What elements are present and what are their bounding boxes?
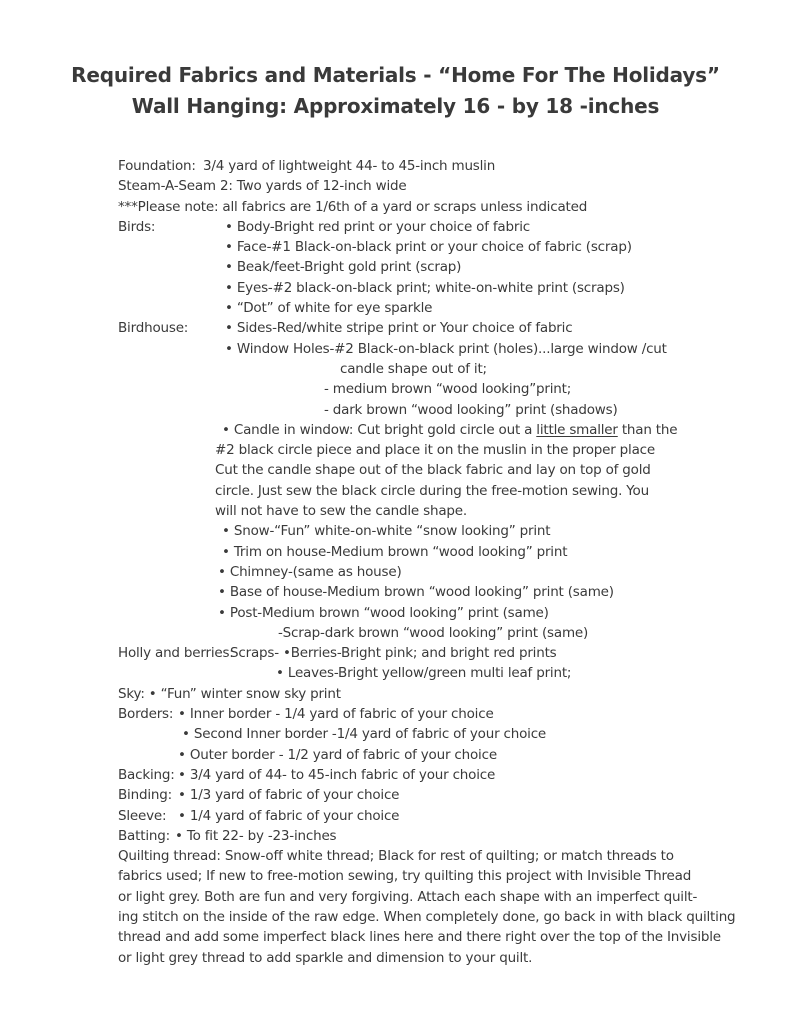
line-label: Backing: [118,766,175,783]
text-line [118,704,778,724]
text-line [118,866,778,886]
text-line [118,765,778,785]
text-line [118,460,778,480]
line-label: Birdhouse: [118,320,189,337]
text-line [118,176,778,196]
text-line [118,481,778,501]
line-label: Borders: [118,706,174,723]
line-text: • Body-Bright red print or your choice of fabric [225,218,530,235]
line-text: • “Dot” of white for eye sparkle [225,300,433,317]
line-text: thread and add some imperfect black lines here and there right over the top of the Invisible [118,929,721,946]
line-text: - medium brown “wood looking”print; [324,381,572,398]
text-line [118,684,778,704]
document-title [0,60,791,122]
text-line [118,826,778,846]
line-text: #2 black circle piece and place it on the muslin in the proper place [215,442,656,459]
text-line [118,217,778,237]
line-text: • Inner border - 1/4 yard of fabric of your choice [178,706,494,723]
text-line [118,785,778,805]
line-text: • Leaves-Bright yellow/green multi leaf print; [276,665,572,682]
text-line [118,420,778,440]
text-line [118,643,778,663]
line-text: 3/4 yard of lightweight 44- to 45-inch muslin [203,158,496,174]
line-text: • Chimney-(same as house) [218,563,402,580]
line-text: • Post-Medium brown “wood looking” print (same) [218,604,549,621]
line-text: Scraps- •Berries-Bright pink; and bright red prints [230,645,557,662]
line-text: • Trim on house-Medium brown “wood looking” print [222,543,568,560]
line-text: Cut the candle shape out of the black fabric and lay on top of gold [215,462,651,479]
line-label: Holly and berries: [118,645,234,662]
line-text: • 1/3 yard of fabric of your choice [178,787,400,804]
line-text: or light grey. Both are fun and very forgiving. Attach each shape with an imperfect quilt- [118,888,698,905]
line-text: Quilting thread: Snow-off white thread; Black for rest of quilting; or match threads to [118,848,674,865]
line-text: • Base of house-Medium brown “wood looking” print (same) [218,584,614,601]
text-line [118,663,778,683]
line-text: • Eyes-#2 black-on-black print; white-on-white print (scraps) [225,279,625,296]
line-text: circle. Just sew the black circle during the free-motion sewing. You [215,482,649,499]
line-text: • Window Holes-#2 Black-on-black print (holes)...large window /cut [225,340,667,357]
materials-list [118,156,778,968]
text-line [118,582,778,602]
text-line [118,278,778,298]
line-text: Sky: • “Fun” winter snow sky print [118,685,341,702]
line-label: Binding: [118,787,172,804]
text-line [118,440,778,460]
text-line [118,623,778,643]
line-text: candle shape out of it; [340,360,487,377]
line-label: Batting: [118,827,170,844]
line-text: fabrics used; If new to free-motion sewing, try quilting this project with Invisible Thread [118,868,692,885]
text-line [118,846,778,866]
line-text: • Second Inner border -1/4 yard of fabric of your choice [182,726,547,743]
line-label: Birds: [118,218,156,235]
text-line [118,298,778,318]
line-text: • Face-#1 Black-on-black print or your choice of fabric (scrap) [225,239,632,256]
line-text: Steam-A-Seam 2: Two yards of 12-inch wide [118,178,407,195]
line-text: • Candle in window: Cut bright gold circle out a little smaller than the [222,421,678,438]
text-line [118,501,778,521]
text-line [118,907,778,927]
text-line [118,542,778,562]
title-line-1: Required Fabrics and Materials - “Home For The Holidays” [71,63,720,87]
underlined-text: little smaller [536,421,618,438]
line-text: • Sides-Red/white stripe print or Your choice of fabric [225,320,573,337]
text-line [118,156,778,176]
line-text: • Beak/feet-Bright gold print (scrap) [225,259,462,276]
text-line [118,948,778,968]
text-line [118,318,778,338]
text-line [118,562,778,582]
text-line [118,379,778,399]
text-line [118,339,778,359]
text-line [118,400,778,420]
text-line [118,724,778,744]
text-line [118,521,778,541]
text-line [118,359,778,379]
line-text: • Snow-“Fun” white-on-white “snow looking” print [222,523,551,540]
text-line [118,603,778,623]
line-label: Foundation: [118,158,196,174]
line-text: will not have to sew the candle shape. [215,503,467,520]
text-line [118,927,778,947]
line-text: -Scrap-dark brown “wood looking” print (same) [278,624,589,641]
text-line [118,806,778,826]
line-text: • To fit 22- by -23-inches [175,827,337,844]
line-text: - dark brown “wood looking” print (shadows) [324,401,618,418]
line-label: Sleeve: [118,807,167,824]
line-text: ing stitch on the inside of the raw edge. When completely done, go back in with black quilting [118,908,736,925]
text-line [118,237,778,257]
line-text: ***Please note: all fabrics are 1/6th of a yard or scraps unless indicated [118,198,588,215]
text-line [118,197,778,217]
line-text: • 1/4 yard of fabric of your choice [178,807,400,824]
title-line-2: Wall Hanging: Approximately 16 - by 18 -inches [131,94,660,118]
line-text: • 3/4 yard of 44- to 45-inch fabric of your choice [178,766,496,783]
line-text: • Outer border - 1/2 yard of fabric of your choice [178,746,497,763]
text-line [118,887,778,907]
text-line [118,257,778,277]
line-text: or light grey thread to add sparkle and dimension to your quilt. [118,949,533,966]
text-line [118,745,778,765]
